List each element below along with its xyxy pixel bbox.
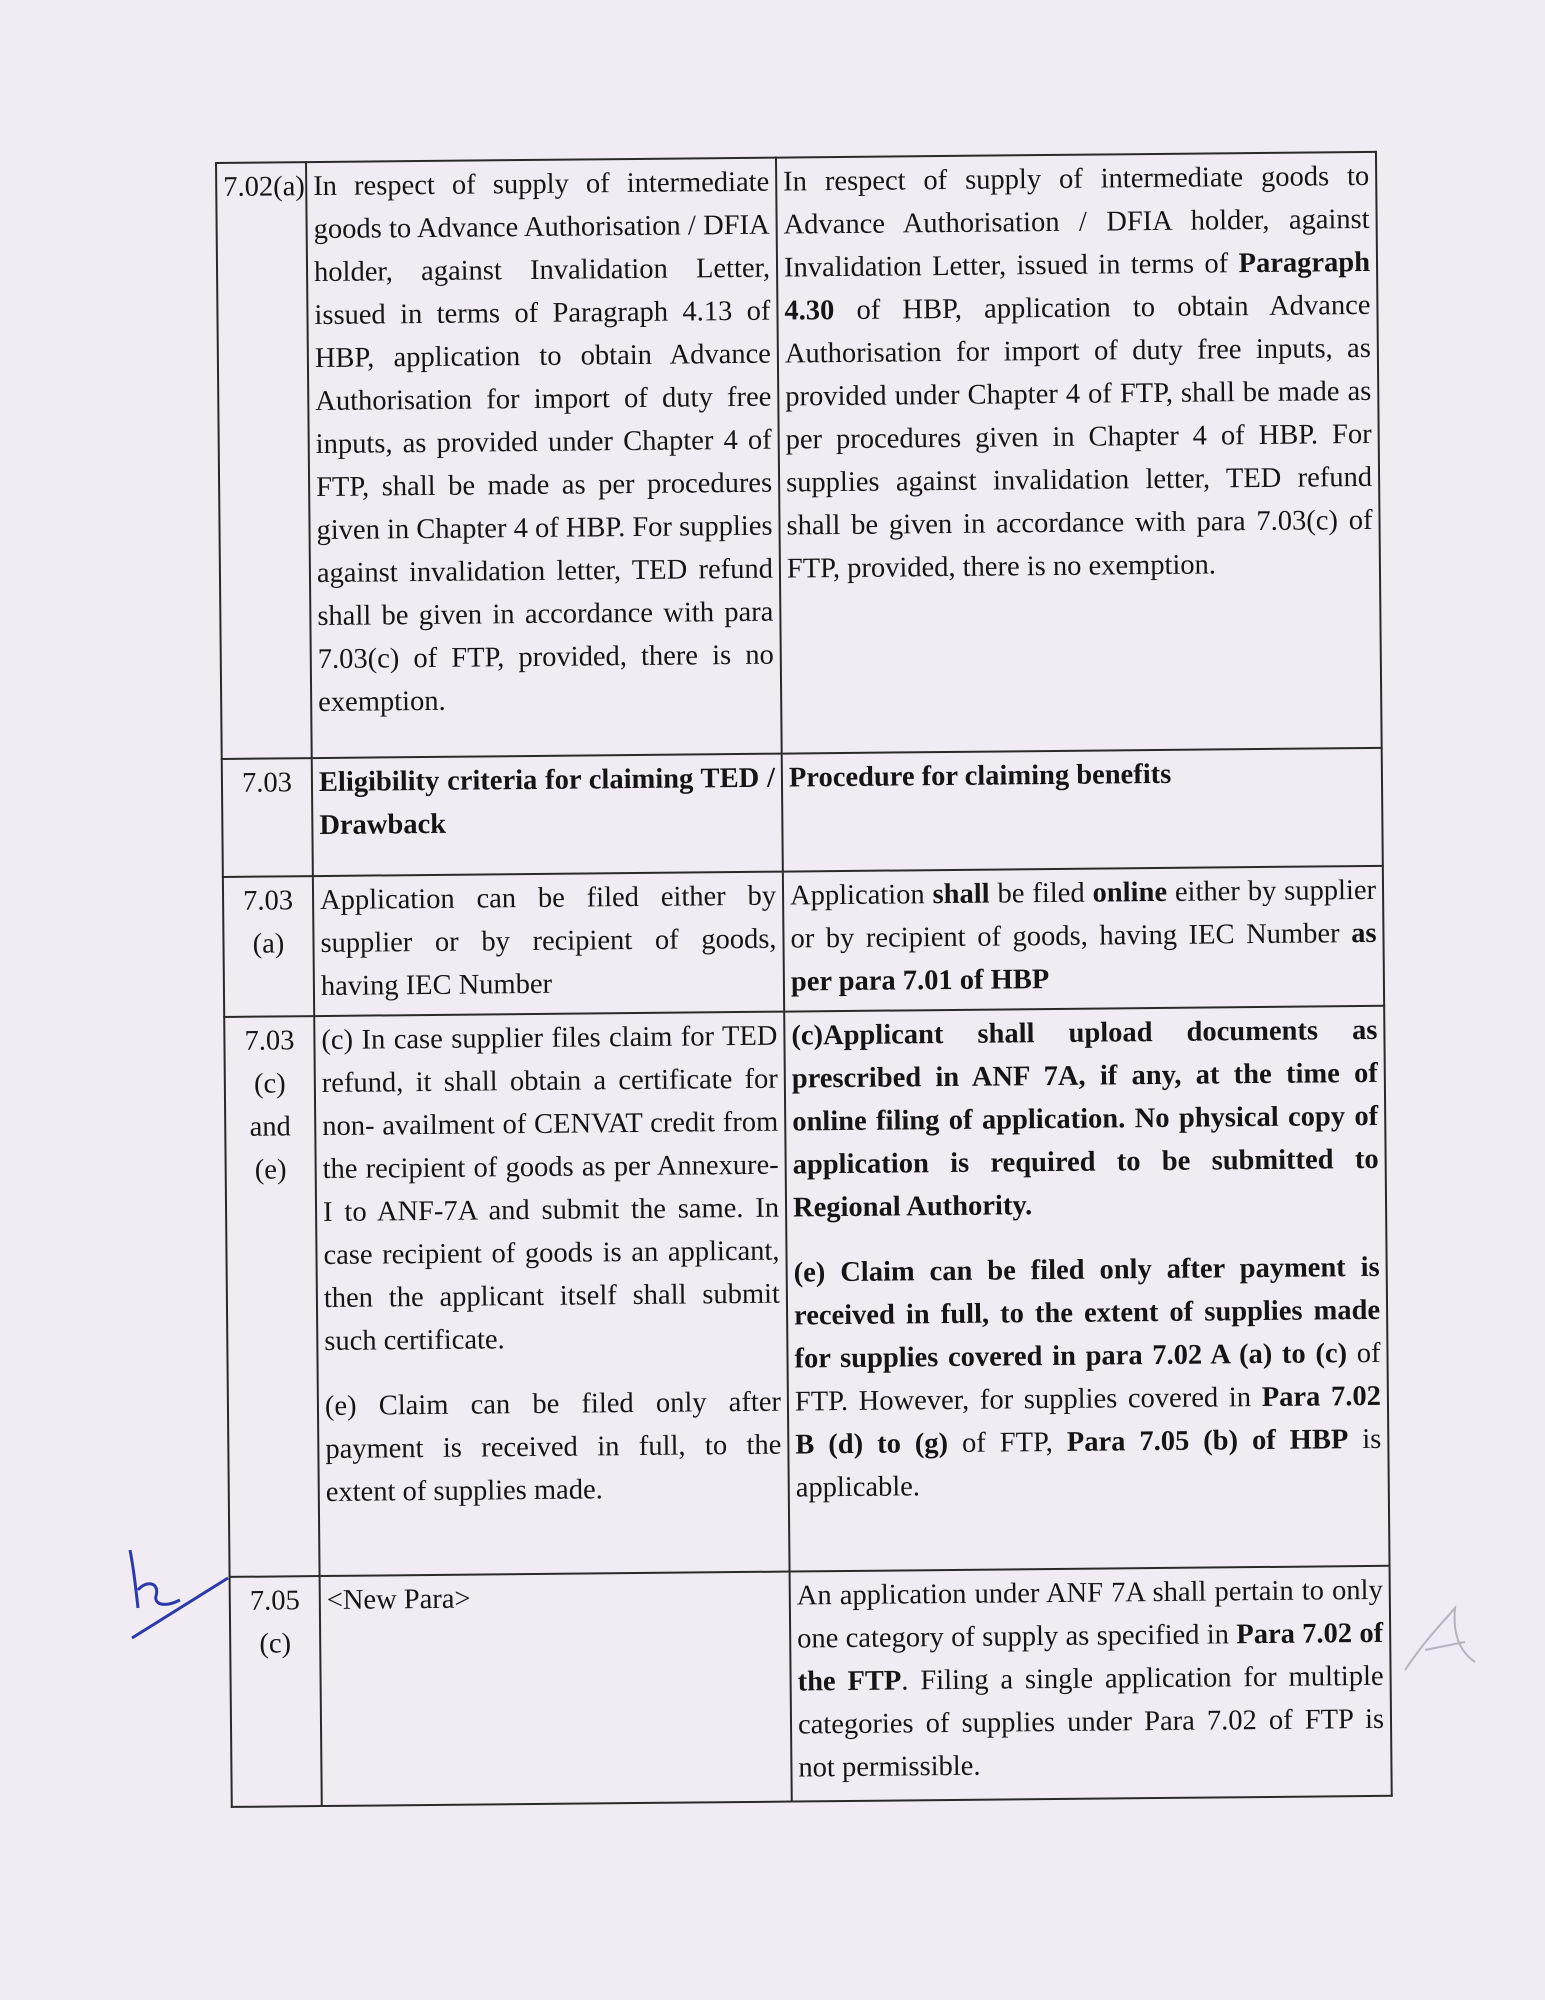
para-cell [224,1016,319,1577]
existing-provision-cell [312,754,783,877]
revised-paragraph [791,1009,1379,1230]
section-heading: Eligibility criteria for claiming TED / Drawback [318,762,776,842]
existing-text: (c) In case supplier files claim for TED refund, it shall obtain a certificate for non- availment of CENVAT credit from the recipient of goods as per Annexure-I to ANF-7A and submit the same. In case recipient of goods is an applicant, then the applicant itself shall submit such certificate. [321,1020,781,1358]
para-cell [223,876,314,1017]
para-line: 7.03 [241,767,293,799]
existing-paragraph [313,161,774,724]
revised-text: In respect of supply of intermediate goods to Advance Authorisation / DFIA holder, against Invalidation Letter, issued in terms of [783,160,1370,284]
para-line: (c) [259,1628,292,1660]
existing-text: (e) Claim can be filed only after payment is received in full, to the extent of supplies made. [324,1386,782,1508]
pen-tick-mark-icon [120,1530,240,1640]
section-heading: Procedure for claiming benefits [788,758,1172,794]
revised-provision-cell [776,152,1382,754]
para-line: 7.03 [243,885,294,917]
revised-paragraph [793,1246,1381,1510]
revised-text-bold: Para 7.02 B (d) to (g) [795,1380,1382,1461]
revised-text: An application under ANF 7A shall pertain to only one category of supply as specified in [796,1574,1383,1655]
revised-provision-cell [784,1006,1389,1572]
revised-text-bold: Para 7.02 of the FTP [797,1617,1384,1698]
revised-paragraph [783,155,1373,591]
revised-text-bold: Paragraph 4.30 [784,246,1371,327]
para-line: (a) [252,928,285,960]
existing-provision-cell [314,1012,789,1576]
revised-text-bold: (c)Applicant shall upload documents as prescribed in ANF 7A, if any, at the time of online filing of application. No physical copy of application is required to be submitted to Regional Authority. [791,1014,1379,1224]
revised-text: is applicable. [795,1423,1382,1504]
para-line: (c) and [249,1068,291,1143]
existing-provision-cell [313,872,784,1017]
table-row [222,748,1383,877]
para-line: 7.03 [244,1025,295,1057]
para-line: 7.05 [249,1585,300,1617]
revised-text: of FTP. However, for supplies covered in [794,1337,1381,1418]
table-row [216,152,1382,759]
para-line: (e) [254,1154,287,1186]
revised-text-bold: Para 7.05 (b) of HBP [1066,1424,1349,1458]
existing-provision-cell [320,1572,792,1807]
revised-provision-cell [790,1566,1392,1802]
revised-text: Application [789,879,933,912]
revised-text: . Filing a single application for multiple categories of supplies under Para 7.02 of FTP is not permissible. [797,1660,1385,1784]
revised-text-bold: online [1092,876,1168,909]
revised-text: be filed [989,877,1093,910]
revised-text: either by supplier or by recipient of goods, having IEC Number [790,874,1377,955]
revised-text-bold: shall [932,878,990,911]
existing-text: Application can be filed either by supplier or by recipient of goods, having IEC Number [319,880,777,1003]
existing-text: In respect of supply of intermediate goods to Advance Authorisation / DFIA holder, against Invalidation Letter, issued in terms of Paragraph 4.13 of HBP, application to obtain Advance Authorisation for import of duty free inputs, as provided under Chapter 4 of FTP, shall be made as per procedures given in Chapter 4 of HBP. For supplies against invalidation letter, TED refund shall be given in accordance with para 7.03(c) of FTP, provided, there is no exemption. [313,166,774,719]
para-cell [222,758,313,877]
revised-text-bold: (e) Claim can be filed only after payment is received in full, to the extent of supplies made for supplies covered in para 7.02 A (a) to (c) [793,1251,1381,1375]
existing-paragraph [321,1015,780,1363]
para-cell [230,1576,322,1807]
para-line: 7.02(a) [223,171,305,203]
revised-provision-cell [782,748,1383,872]
table-row [230,1566,1392,1807]
pencil-initial-mark-icon [1395,1600,1485,1680]
para-cell [216,162,312,759]
revised-text-bold: as per para 7.01 of HBP [790,917,1377,998]
amendment-table [215,151,1393,1808]
existing-paragraph [325,1381,782,1514]
revised-provision-cell [783,866,1384,1012]
table-row [224,1006,1389,1577]
revised-text: of FTP, [947,1426,1067,1460]
revised-text: of HBP, application to obtain Advance Authorisation for import of duty free inputs, as provided under Chapter 4 of FTP, shall be made as per procedures given in Chapter 4 of HBP. For supplies against invalidation letter, TED refund shall be given in accordance with para 7.03(c) of FTP, provided, there is no exemption. [784,289,1373,585]
existing-provision-cell [306,158,782,758]
new-para-marker: <New Para> [326,1583,471,1616]
table-row [223,866,1384,1017]
